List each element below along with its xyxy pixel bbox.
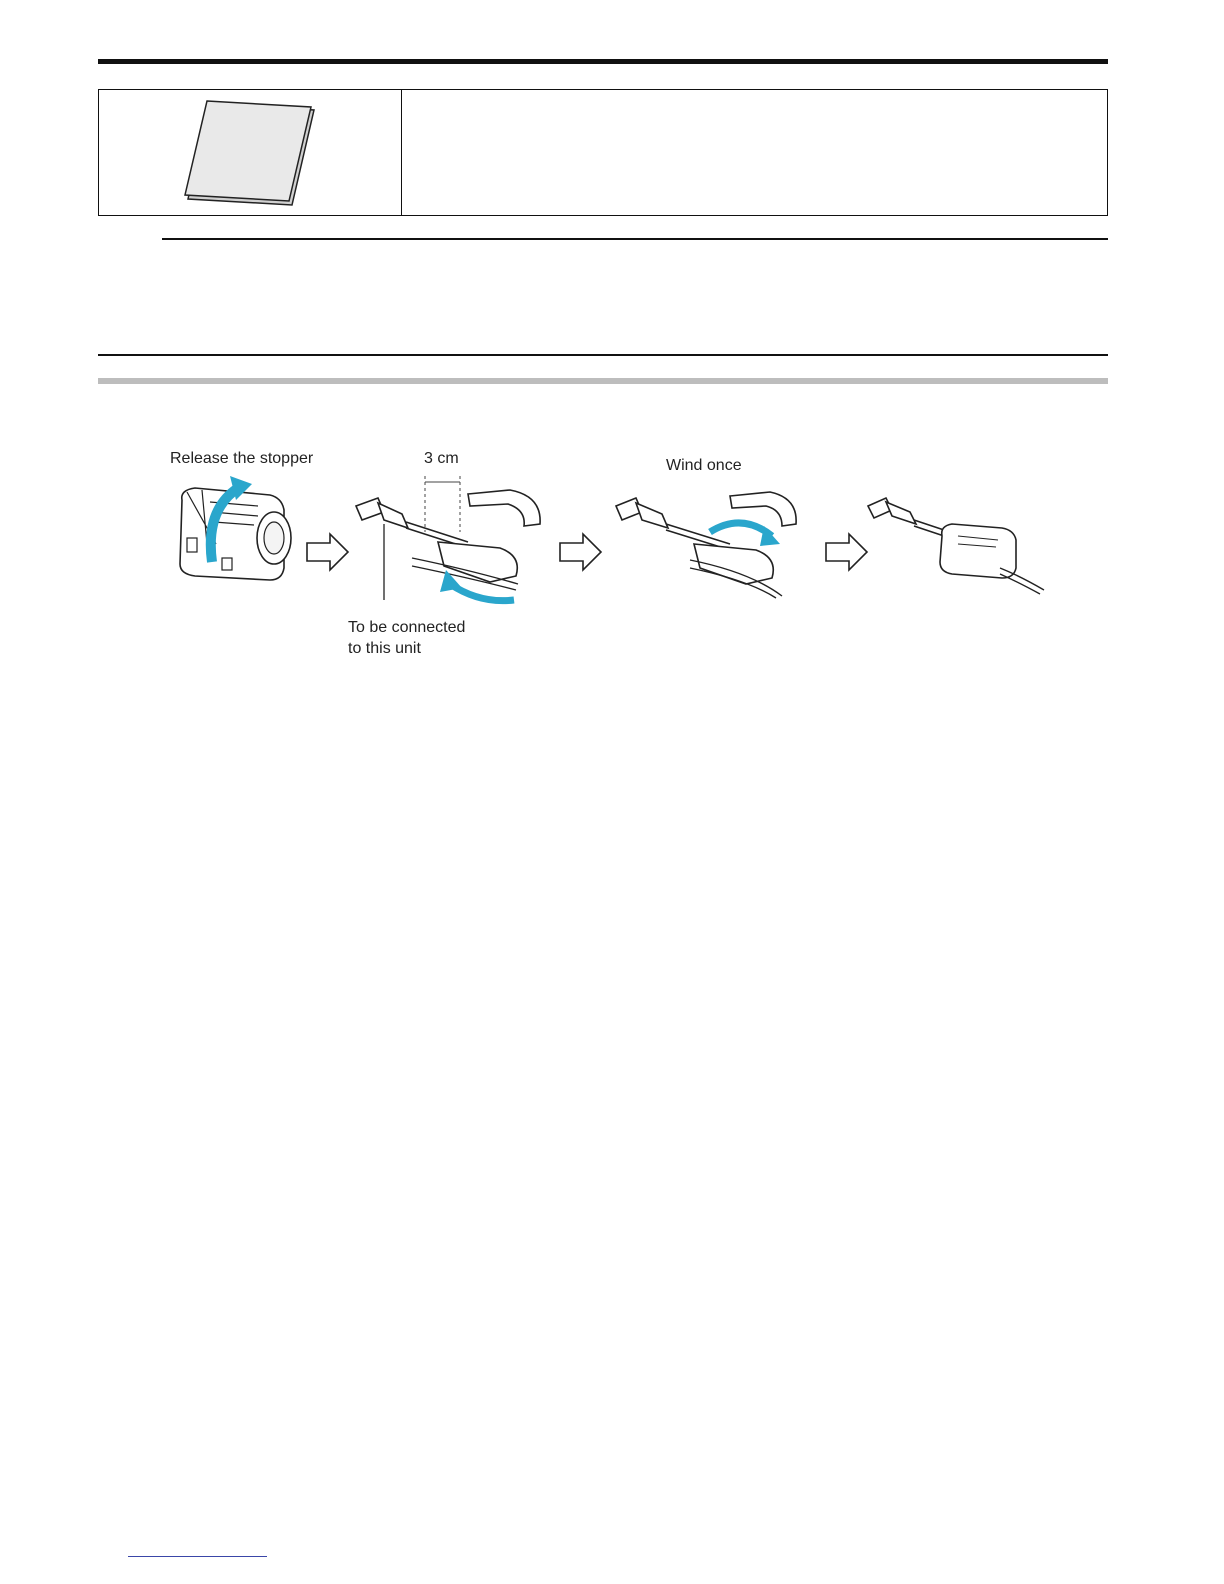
distance-label: 3 cm [424, 450, 459, 467]
accessory-table [98, 89, 1108, 216]
ferrite-steps-drawing [150, 440, 1050, 670]
booklet-icon [99, 90, 402, 217]
accessory-description-cell [402, 90, 1107, 215]
header-rule [98, 59, 1108, 64]
wind-once-label: Wind once [666, 457, 742, 474]
next-step-arrow-icon [307, 534, 348, 570]
section-divider [98, 378, 1108, 384]
ferrite-core-icon [180, 476, 291, 580]
note-bottom-rule [98, 354, 1108, 356]
cable-plug-icon [868, 498, 950, 538]
release-stopper-label: Release the stopper [170, 450, 314, 467]
connect-label-line1: To be connected [348, 619, 466, 636]
connect-label-line2: to this unit [348, 640, 421, 657]
footer-link-underline[interactable] [128, 1556, 267, 1557]
next-step-arrow-icon [560, 534, 601, 570]
next-step-arrow-icon [826, 534, 867, 570]
accessory-image-cell [99, 90, 402, 215]
note-top-rule [162, 238, 1108, 240]
cable-plug-icon [356, 498, 468, 548]
cable-plug-icon [616, 498, 730, 550]
ferrite-core-illustration [150, 440, 1050, 670]
